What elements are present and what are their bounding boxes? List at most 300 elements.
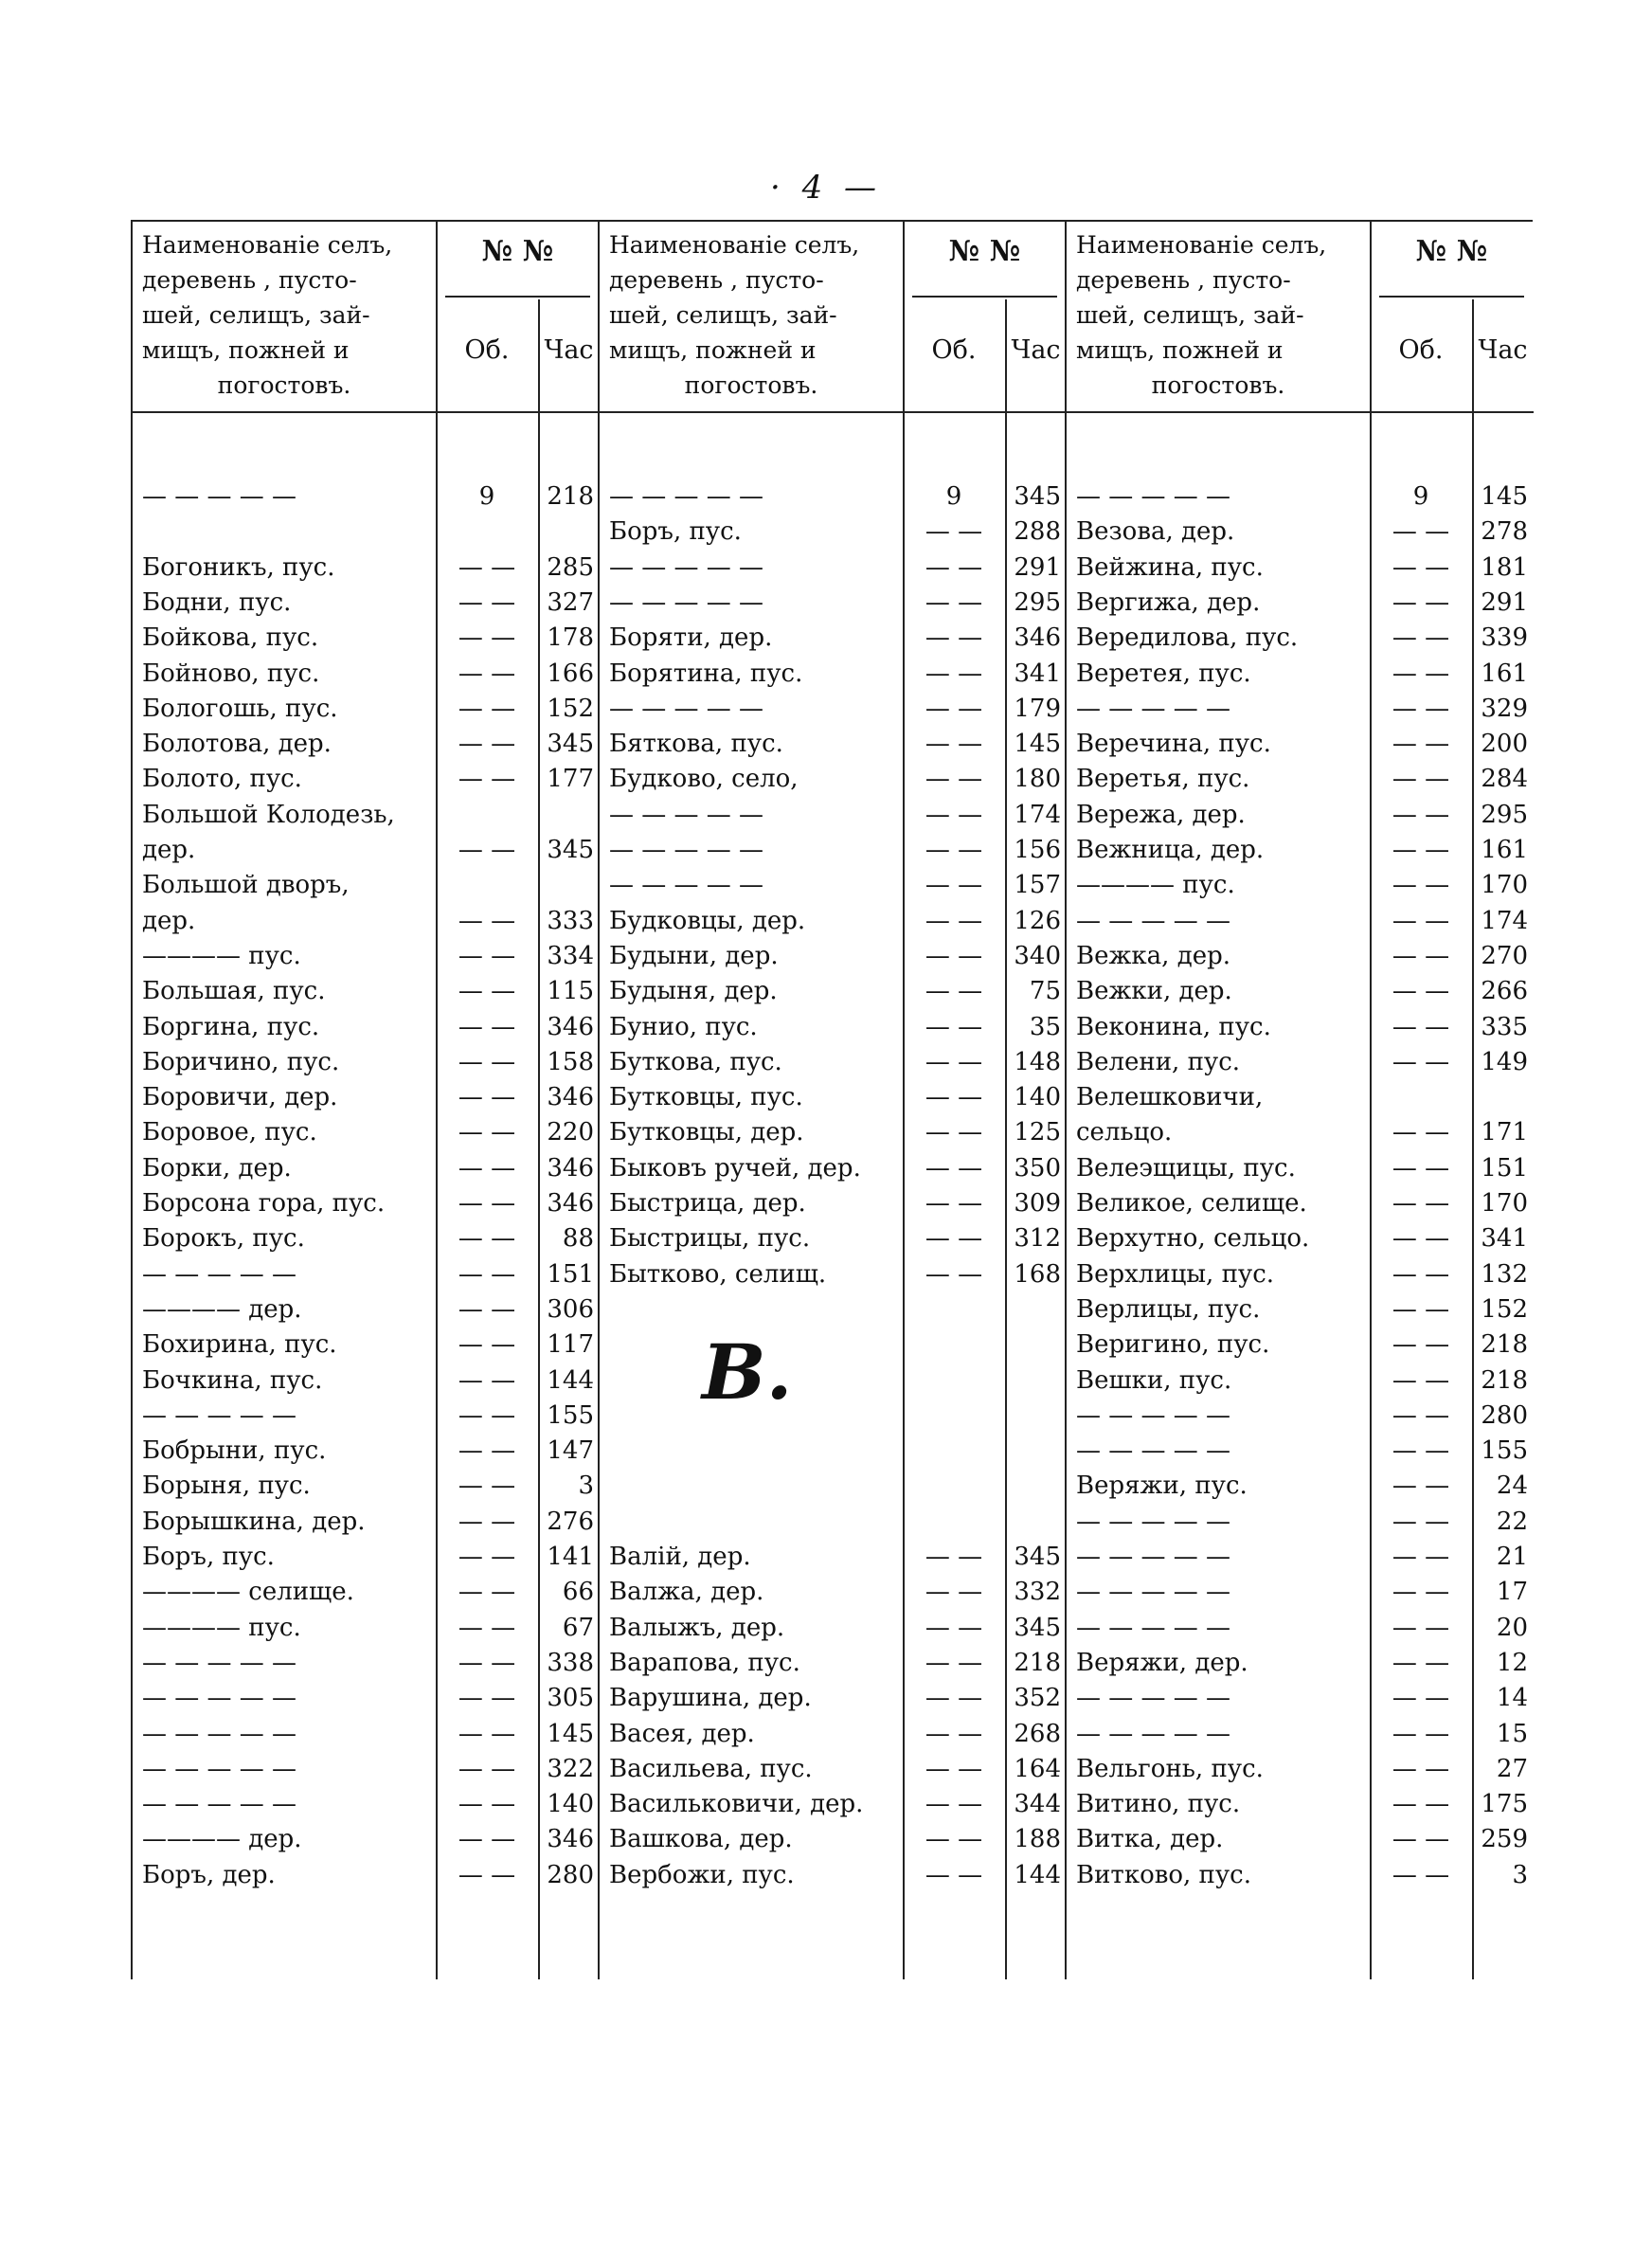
table-row [600,974,1067,1009]
ch-number: 346 [547,1083,594,1112]
ch-number: 145 [547,1719,594,1748]
table-row [1067,1221,1534,1256]
ob-number: — — [458,1578,516,1607]
place-name: — — — — — [1076,1613,1231,1642]
table-row [133,798,600,833]
table-row [1067,1611,1534,1646]
table-row [1067,1434,1534,1469]
ob-number: — — [1392,659,1450,688]
ch-number: 177 [547,765,594,794]
ch-number: 276 [547,1507,594,1536]
ob-number: — — [925,1648,983,1677]
table-row [600,904,1067,939]
table-row [600,1434,1067,1469]
ch-number: 161 [1481,836,1528,864]
place-name: Борыня, пус. [142,1472,311,1501]
table-row [133,939,600,974]
place-name: Боръ, пус. [609,517,742,547]
register-table [131,220,1533,1979]
table-row [1067,798,1534,833]
ch-number: 266 [1481,977,1528,1006]
ob-number: — — [1392,1860,1450,1889]
table-row [600,1257,1067,1292]
place-name: Бутковцы, пус. [609,1083,803,1112]
table-row [600,1575,1067,1610]
ch-number: 345 [1014,1543,1061,1571]
header-name-title [133,227,438,406]
ch-number: 291 [1481,587,1528,617]
ob-number: — — [925,1719,983,1748]
place-name: Бодни, пус. [142,587,292,617]
table-row [1067,586,1534,621]
table-row [1067,1717,1534,1752]
place-name: Веречина, пус. [1076,730,1271,759]
place-name: Бобрыни, пус. [142,1436,327,1466]
ob-number: — — [1392,730,1450,759]
table-row [133,1010,600,1045]
place-name: Боровое, пус. [142,1118,317,1147]
ch-number: 175 [1481,1790,1528,1819]
ob-number: — — [458,906,516,935]
table-row [133,1717,600,1752]
ch-number: 188 [1014,1825,1061,1854]
table-row [1067,727,1534,762]
ch-number: 151 [547,1259,594,1289]
place-name: Веконина, пус. [1076,1012,1271,1041]
ch-number: 200 [1481,730,1528,759]
place-name: Велеэщицы, пус. [1076,1153,1296,1183]
ch-number: 157 [1014,871,1061,900]
ob-number: — — [458,587,516,617]
ch-number: 145 [1014,730,1061,759]
place-name: Бутковцы, дер. [609,1118,804,1147]
ob-number: — — [458,1472,516,1501]
place-name: Борки, дер. [142,1153,292,1183]
ob-number: — — [1392,977,1450,1006]
place-name: ———— дер. [142,1825,302,1854]
table-row [600,1611,1067,1646]
ob-number: — — [458,765,516,794]
ch-number: 21 [1496,1543,1528,1571]
ch-number: 333 [547,906,594,935]
table-row [600,939,1067,974]
table-row [600,1363,1067,1399]
table-row [1067,1010,1534,1045]
ch-number: 3 [578,1472,594,1501]
place-name: Боричино, пус. [142,1047,340,1076]
place-name: — — — — — [1076,1684,1231,1713]
place-name: Витково, пус. [1076,1860,1251,1889]
ch-number: 218 [1014,1648,1061,1677]
ob-number: — — [1392,1189,1450,1218]
ch-number: 161 [1481,659,1528,688]
ob-number: — — [925,1860,983,1889]
header-name-line: шей, селищъ, зай- [142,301,370,329]
table-row [600,1752,1067,1787]
column-header [600,222,1067,413]
ch-number: 174 [1014,800,1061,829]
ch-number: 180 [1014,765,1061,794]
table-row [600,1469,1067,1504]
place-name: Велени, пус. [1076,1047,1241,1076]
table-row [1067,1363,1534,1399]
ch-number: 15 [1496,1719,1528,1748]
place-name: Витино, пус. [1076,1790,1241,1819]
ob-number: — — [458,552,516,582]
header-ch-label: Час [1011,335,1061,365]
ch-number: 164 [1014,1754,1061,1783]
header-divider [445,296,590,298]
table-row [1067,833,1534,868]
place-name: Вербожи, пус. [609,1860,795,1889]
table-row [600,762,1067,797]
ob-number: — — [458,1648,516,1677]
table-row [133,586,600,621]
ch-number: 147 [547,1436,594,1466]
register-section [1065,222,1534,1979]
table-row [1067,1752,1534,1787]
ob-number: — — [1392,800,1450,829]
ob-number: — — [925,1012,983,1041]
place-name: Боръ, пус. [142,1543,275,1571]
table-row [133,1045,600,1080]
table-row [133,551,600,586]
ch-number: 284 [1481,765,1528,794]
table-row [133,1787,600,1822]
table-row [1067,1787,1534,1822]
place-name: Верхутно, сельцо. [1076,1224,1310,1254]
place-name: — — — — — [609,871,764,900]
place-name: Вережа, дер. [1076,800,1246,829]
place-name: Болотова, дер. [142,730,332,759]
ob-number: — — [925,1543,983,1571]
place-name: Будыня, дер. [609,977,778,1006]
place-name: — — — — — [142,1400,297,1430]
place-name: ———— дер. [142,1294,302,1324]
ob-number: — — [458,1189,516,1218]
ob-number: — — [925,1047,983,1076]
header-ch-label: Час [1478,335,1528,365]
place-name: Васея, дер. [609,1719,755,1748]
ch-number: 35 [1029,1012,1061,1041]
place-name: Валыжъ, дер. [609,1613,785,1642]
ch-number: 22 [1496,1507,1528,1536]
table-row [600,1717,1067,1752]
ob-number: — — [925,1153,983,1183]
table-row [1067,1505,1534,1540]
place-name: Вельгонь, пус. [1076,1754,1264,1783]
place-name: Вежка, дер. [1076,941,1230,970]
ob-number: — — [458,1083,516,1112]
ob-number: — — [458,1118,516,1147]
table-row [1067,868,1534,903]
ob-number: — — [458,1790,516,1819]
table-row [600,1681,1067,1716]
table-row [600,621,1067,656]
ob-number: — — [458,1330,516,1360]
header-divider [912,296,1057,298]
place-name: Будковцы, дер. [609,906,806,935]
ch-number: 166 [547,659,594,688]
place-name: Большая, пус. [142,977,326,1006]
place-name: Быстрицы, пус. [609,1224,811,1254]
ob-number: — — [458,694,516,723]
table-row [133,974,600,1009]
table-row [133,1505,600,1540]
place-name: Велешковичи, [1076,1083,1264,1112]
table-row [133,833,600,868]
ch-number: 345 [547,730,594,759]
ob-number: — — [925,1578,983,1607]
ob-number: — — [1392,1790,1450,1819]
place-name: Веряжи, пус. [1076,1472,1248,1501]
table-row [600,551,1067,586]
ob-number: — — [458,730,516,759]
place-name: Большой дворъ, [142,871,350,900]
ch-number: 280 [1481,1400,1528,1430]
place-name: — — — — — [1076,1543,1231,1571]
table-row [133,1646,600,1681]
place-name: Борятина, пус. [609,659,803,688]
ch-number: 170 [1481,871,1528,900]
place-name: ———— пус. [142,941,301,970]
ch-number: 117 [547,1330,594,1360]
ob-number: — — [1392,1543,1450,1571]
ob-number: — — [925,1790,983,1819]
ch-number: 67 [562,1613,594,1642]
table-row [600,1010,1067,1045]
place-name: Вешки, пус. [1076,1365,1232,1395]
ch-number: 218 [1481,1330,1528,1360]
table-row [133,1327,600,1363]
table-row [600,1399,1067,1434]
place-name: — — — — — [1076,1436,1231,1466]
page-number: · 4 — [769,169,883,207]
ob-number: — — [925,694,983,723]
ch-number: 17 [1496,1578,1528,1607]
place-name: — — — — — [142,1719,297,1748]
ob-number: — — [1392,1224,1450,1254]
table-row [600,1115,1067,1150]
table-row [600,1327,1067,1363]
ob-number: — — [458,1754,516,1783]
place-name: — — — — — [1076,1578,1231,1607]
place-name: — — — — — [142,482,297,511]
ob-number: — — [925,906,983,935]
ob-number: — — [1392,1472,1450,1501]
table-row [133,1822,600,1857]
header-name-line: Наименованіе селъ, [142,231,393,259]
table-row [600,692,1067,727]
ch-number: 305 [547,1684,594,1713]
place-name: Веряжи, дер. [1076,1648,1248,1677]
ch-number: 125 [1014,1118,1061,1147]
ob-number: — — [1392,1578,1450,1607]
ob-number: — — [458,1153,516,1183]
ob-number: — — [925,1118,983,1147]
place-name: сельцо. [1076,1118,1173,1147]
ob-number: — — [458,659,516,688]
ch-number: 171 [1481,1118,1528,1147]
place-name: Верлицы, пус. [1076,1294,1261,1324]
ob-number: — — [458,1259,516,1289]
table-row [133,657,600,692]
place-name: Бяткова, пус. [609,730,783,759]
ch-number: 179 [1014,694,1061,723]
table-row [1067,1186,1534,1221]
table-row [1067,1469,1534,1504]
ob-number: — — [925,1189,983,1218]
place-name: — — — — — [1076,1719,1231,1748]
place-name: Боровичи, дер. [142,1083,338,1112]
table-row [133,1469,600,1504]
place-name: Быковъ ручей, дер. [609,1153,861,1183]
ch-number: 350 [1014,1153,1061,1183]
place-name: Борсона гора, пус. [142,1189,386,1218]
ch-number: 140 [547,1790,594,1819]
table-row [133,1186,600,1221]
ob-number: — — [458,1507,516,1536]
ob-number: — — [458,623,516,653]
place-name: — — — — — [1076,906,1231,935]
table-row [133,1151,600,1186]
ob-number: — — [1392,1754,1450,1783]
ch-number: 346 [547,1825,594,1854]
place-name: Быстрица, дер. [609,1189,806,1218]
place-name: Васильковичи, дер. [609,1790,864,1819]
place-name: Бохирина, пус. [142,1330,337,1360]
table-row [600,515,1067,550]
ch-number: 259 [1481,1825,1528,1854]
ob-number: — — [1392,1294,1450,1324]
place-name: Варушина, дер. [609,1684,812,1713]
header-name-line: Наименованіе селъ, [1076,231,1327,259]
table-row [1067,1540,1534,1575]
table-row [133,1115,600,1150]
ob-number: — — [925,1754,983,1783]
ch-number: 181 [1481,552,1528,582]
place-name: Вейжина, пус. [1076,552,1264,582]
table-row [1067,657,1534,692]
ch-number: 345 [547,836,594,864]
table-row [133,1292,600,1327]
table-row [1067,762,1534,797]
ch-number: 332 [1014,1578,1061,1607]
ch-number: 141 [547,1543,594,1571]
ob-number: — — [925,659,983,688]
ob-number: — — [1392,1400,1450,1430]
ch-number: 170 [1481,1189,1528,1218]
place-name: Бунио, пус. [609,1012,758,1041]
ch-number: 24 [1496,1472,1528,1501]
ob-number: — — [458,1400,516,1430]
table-row [600,657,1067,692]
header-name-title [1067,227,1372,406]
ob-number: — — [458,1613,516,1642]
ob-number: — — [458,1825,516,1854]
table-row [600,868,1067,903]
table-row [133,1257,600,1292]
table-row [600,1080,1067,1115]
place-name: Варапова, пус. [609,1648,800,1677]
table-row [133,1399,600,1434]
ch-number: 322 [547,1754,594,1783]
ch-number: 340 [1014,941,1061,970]
ob-number: — — [1392,1648,1450,1677]
place-name: Борокъ, пус. [142,1224,305,1254]
ob-number: — — [925,1613,983,1642]
table-row [600,727,1067,762]
ob-number: — — [1392,906,1450,935]
table-row [133,692,600,727]
place-name: дер. [142,836,196,864]
place-name: — — — — — [609,552,764,582]
ch-number: 152 [1481,1294,1528,1324]
ch-number: 345 [1014,482,1061,511]
ob-number: — — [925,836,983,864]
header-ob-label: Об. [1398,335,1444,365]
table-row [1067,551,1534,586]
place-name: — — — — — [1076,1400,1231,1430]
ch-number: 145 [1481,482,1528,511]
table-row [1067,1646,1534,1681]
place-name: — — — — — [609,587,764,617]
header-divider [1379,296,1524,298]
table-row [133,904,600,939]
header-name-line: деревень , пусто- [1076,266,1291,294]
header-name-line: деревень , пусто- [142,266,357,294]
ch-number: 140 [1014,1083,1061,1112]
ch-number: 155 [547,1400,594,1430]
register-section [131,222,600,1979]
place-name: Вергижа, дер. [1076,587,1261,617]
ch-number: 88 [562,1224,594,1254]
ch-number: 151 [1481,1153,1528,1183]
table-row [1067,1681,1534,1716]
table-row [1067,1151,1534,1186]
place-name: Валжа, дер. [609,1578,764,1607]
table-row [1067,974,1534,1009]
ch-number: 126 [1014,906,1061,935]
place-name: Буткова, пус. [609,1047,782,1076]
ob-number: — — [925,871,983,900]
ob-number: — — [1392,941,1450,970]
ob-number: 9 [478,482,495,511]
ch-number: 218 [1481,1365,1528,1395]
place-name: Веретея, пус. [1076,659,1251,688]
table-row [600,1045,1067,1080]
table-row [600,1858,1067,1893]
ob-number: — — [1392,1684,1450,1713]
place-name: Болото, пус. [142,765,302,794]
table-row [600,1505,1067,1540]
table-row [133,1080,600,1115]
ob-number: — — [458,1684,516,1713]
ch-number: 341 [1014,659,1061,688]
table-row [1067,939,1534,974]
table-row [133,868,600,903]
place-name: — — — — — [142,1648,297,1677]
table-row [600,1646,1067,1681]
place-name: Веретья, пус. [1076,765,1250,794]
table-row [133,1540,600,1575]
place-name: ———— селище. [142,1578,354,1607]
ch-number: 280 [547,1860,594,1889]
place-name: Васильева, пус. [609,1754,813,1783]
column-header [1067,222,1534,413]
ob-number: — — [925,977,983,1006]
ob-number: — — [1392,1825,1450,1854]
